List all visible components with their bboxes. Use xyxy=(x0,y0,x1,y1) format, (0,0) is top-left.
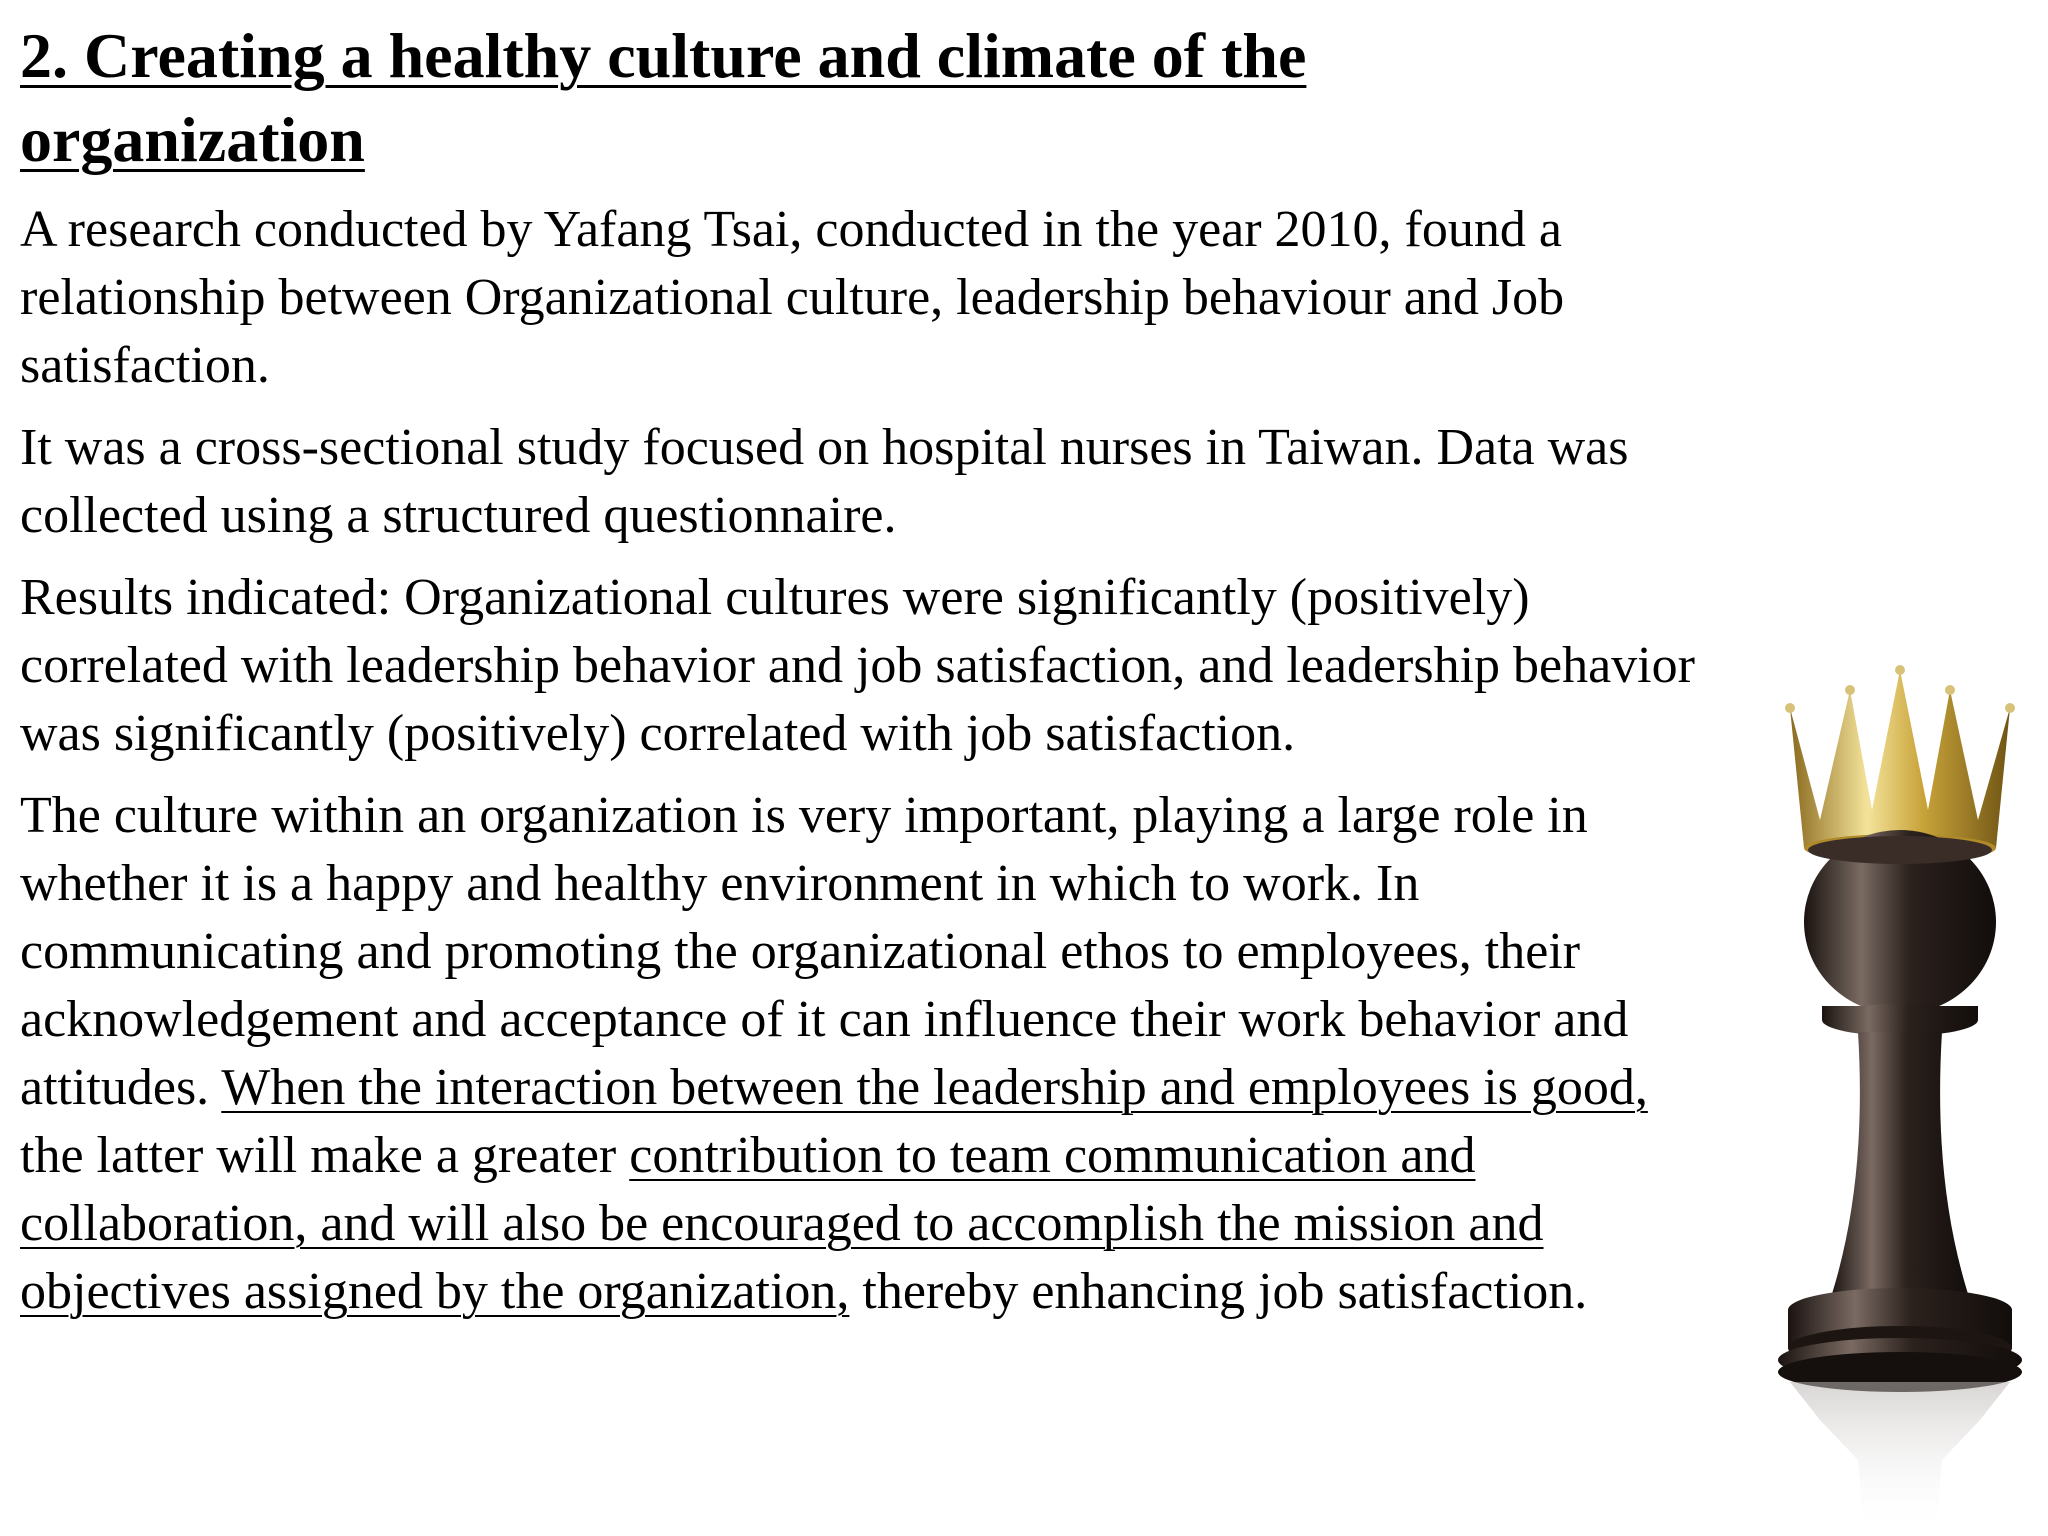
culture-text-underlined-interaction: When the interaction between the leadership and employees is good, xyxy=(221,1059,1648,1116)
paragraph-research: A research conducted by Yafang Tsai, conducted in the year 2010, found a relationship between Organizational culture, leadership behaviour and Job satisfaction. xyxy=(20,201,1565,394)
paragraph-study: It was a cross-sectional study focused on hospital nurses in Taiwan. Data was collected using a structured questionnaire. xyxy=(20,419,1629,544)
paragraph-results: Results indicated: Organizational cultures were significantly (positively) correlated with leadership behavior and job satisfaction, and leadership behavior was significantly (positively) correlated with job satisfaction. xyxy=(20,569,1695,762)
culture-text-intro: The culture within an organization is very important, playing a large role in whether it is a happy and healthy environment in which to work. In communicating and promoting the organizational ethos to employees, their acknowledgement and acceptance of it can influence their work behavior and attitudes. xyxy=(20,787,1629,1116)
paragraph-culture xyxy=(20,782,1700,1326)
culture-text-underlined-contribution: contribution to team communication and collaboration, and will also be encouraged to accomplish the mission and objectives assigned by the organization, xyxy=(20,1127,1544,1320)
slide-title: 2. Creating a healthy culture and climate of the organization xyxy=(20,20,1307,175)
culture-text-ending: thereby enhancing job satisfaction. xyxy=(849,1263,1588,1320)
crowned-chess-pawn-icon xyxy=(1760,660,2048,1536)
slide-content xyxy=(20,14,1700,1340)
culture-text-middle: the latter will make a greater xyxy=(20,1127,630,1184)
